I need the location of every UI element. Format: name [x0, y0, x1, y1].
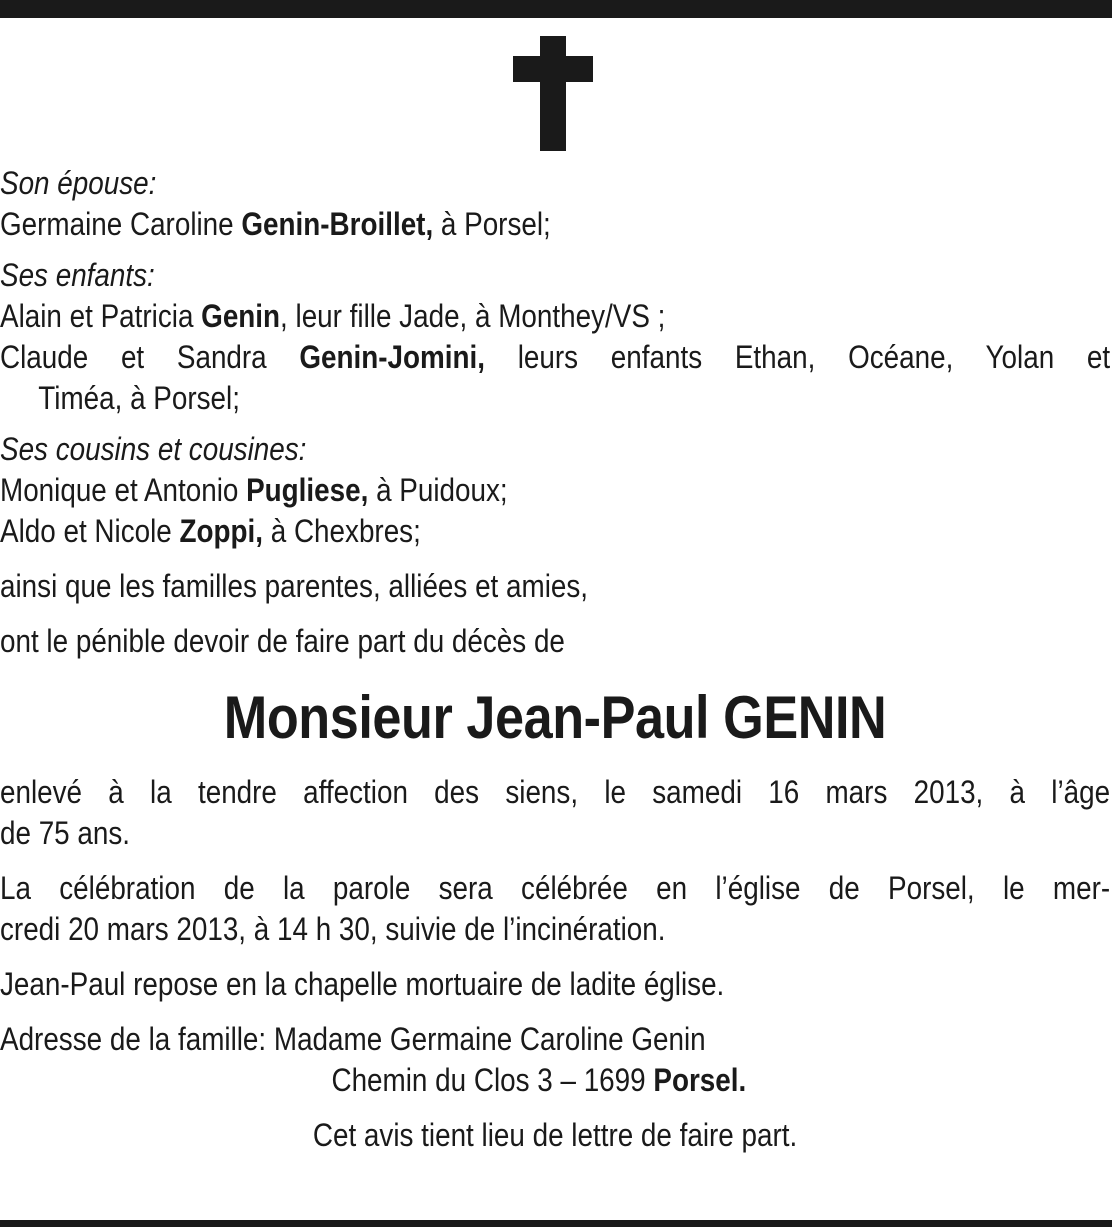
address-label: Adresse de la famille: Madame Germaine Caroline Genin: [0, 1021, 706, 1057]
child-line-2: Claude et Sandra Genin-Jomini, leurs enfants Ethan, Océane, Yolan et: [0, 339, 1111, 375]
spouse-heading: Son épouse:: [0, 165, 157, 201]
child-line-1: Alain et Patricia Genin, leur fille Jade, à Monthey/VS ;: [0, 298, 666, 334]
child-line-2-cont: Timéa, à Porsel;: [38, 380, 240, 416]
rest-line: Jean-Paul repose en la chapelle mortuaire de ladite église.: [0, 966, 725, 1002]
deceased-name: Monsieur Jean-Paul GENIN: [223, 684, 887, 751]
bottom-rule: [0, 1220, 1112, 1227]
cousin-line-2: Aldo et Nicole Zoppi, à Chexbres;: [0, 513, 421, 549]
children-heading: Ses enfants:: [0, 257, 155, 293]
top-rule: [0, 0, 1112, 18]
cousins-heading: Ses cousins et cousines:: [0, 431, 307, 467]
cross-icon: [513, 36, 593, 151]
address-street: Chemin du Clos 3 – 1699 Porsel.: [331, 1062, 747, 1098]
death-line-1: enlevé à la tendre affection des siens, le samedi 16 mars 2013, à l’âge: [0, 774, 1111, 810]
closing-note: Cet avis tient lieu de lettre de faire part.: [312, 1117, 798, 1153]
obituary-body: [0, 163, 1110, 1156]
ceremony-line-2: credi 20 mars 2013, à 14 h 30, suivie de l’incinération.: [0, 911, 666, 947]
death-line-2: de 75 ans.: [0, 815, 131, 851]
relatives-line: ainsi que les familles parentes, alliées et amies,: [0, 568, 589, 604]
cousin-line-1: Monique et Antonio Pugliese, à Puidoux;: [0, 472, 508, 508]
ceremony-line-1: La célébration de la parole sera célébrée en l’église de Porsel, le mer-: [0, 870, 1111, 906]
announcement-line: ont le pénible devoir de faire part du décès de: [0, 623, 565, 659]
spouse-line: Germaine Caroline Genin-Broillet, à Porsel;: [0, 206, 551, 242]
